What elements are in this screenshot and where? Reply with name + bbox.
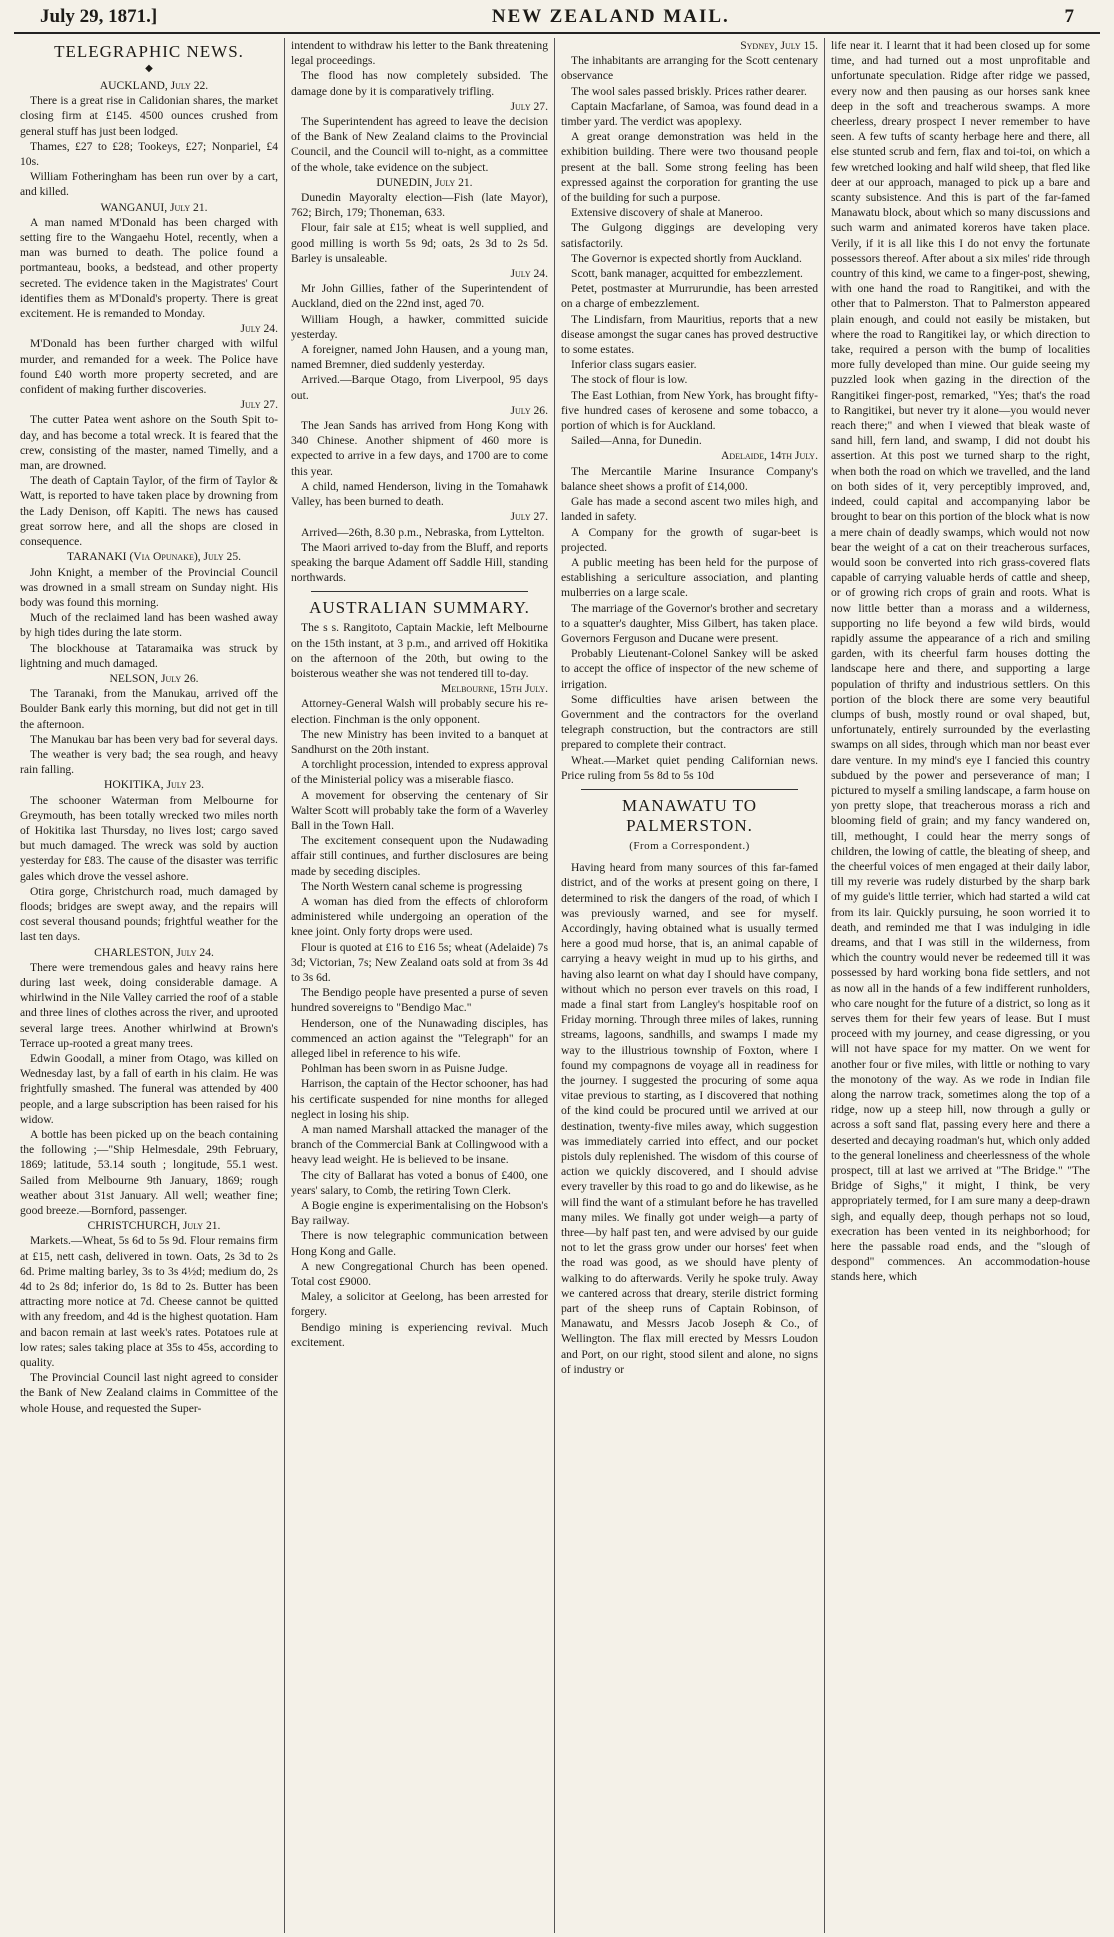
column-1	[14, 38, 284, 1933]
article-paragraph: The Superintendent has agreed to leave the decision of the Bank of New Zealand claims to the Provincial Council, and the Council will to-night, as a committee of the whole, take evidence on the subject.	[291, 115, 548, 174]
article-paragraph: Wheat.—Market quiet pending Californian news. Price ruling from 5s 8d to 5s 10d	[561, 753, 818, 782]
dateline: WANGANUI, July 21.	[100, 200, 208, 214]
article-paragraph: Attorney-General Walsh will probably secure his re-election. Finchman is the only opponent.	[291, 697, 548, 726]
article-paragraph: A torchlight procession, intended to express approval of the Ministerial policy was a miserable fiasco.	[291, 758, 548, 787]
article-paragraph: The Lindisfarn, from Mauritius, reports that a new disease amongst the sugar canes has proved destructive to some estates.	[561, 312, 818, 357]
article-paragraph: A Bogie engine is experimentalising on the Hobson's Bay railway.	[291, 1199, 548, 1228]
article-paragraph: A woman has died from the effects of chloroform administered while undergoing an operation of the knee joint. Only forty drops were used.	[291, 894, 548, 939]
article-paragraph: A public meeting has been held for the purpose of establishing a sericulture association, and planting mulberries on a large scale.	[561, 555, 818, 600]
column-2	[284, 38, 554, 1933]
article-paragraph: The cutter Patea went ashore on the South Spit to-day, and has become a total wreck. It is feared that the crew, consisting of the master, named Timelly, and a man, are drowned.	[20, 413, 278, 473]
article-paragraph: A Company for the growth of sugar-beet is projected.	[561, 525, 818, 554]
article-paragraph: John Knight, a member of the Provincial Council was drowned in a small stream on Sunday night. His body was found this morning.	[20, 565, 278, 609]
article-paragraph: The excitement consequent upon the Nudawading affair still continues, and further disclosures are being made by seceding disciples.	[291, 834, 548, 878]
article-paragraph: The death of Captain Taylor, of the firm of Taylor & Watt, is reported to have taken place by drowning from the Lady Denison, off Kapiti. The news has caused great sorrow here, and all the shops are closed in consequence.	[20, 474, 278, 549]
article-paragraph: Extensive discovery of shale at Maneroo.	[571, 206, 763, 220]
dateline: HOKITIKA, July 23.	[103, 778, 204, 792]
article-paragraph: The flood has now completely subsided. The damage done by it is comparatively trifling.	[291, 69, 548, 98]
article-paragraph: William Fotheringham has been run over by a cart, and killed.	[20, 170, 278, 199]
dateline: July 24.	[240, 322, 278, 336]
page-number: 7	[1064, 6, 1074, 27]
dateline: NELSON, July 26.	[109, 671, 199, 685]
section-rule	[581, 789, 798, 790]
article-paragraph: A man named M'Donald has been charged with setting fire to the Wangaehu Hotel, recently, when a man was burned to death. The police found a portmanteau, books, a bedstead, and other property secreted. The evidence taken in the Magistrates' Court identifies them as M'Donald's property. There is great excitement. He is remanded to Monday.	[20, 215, 278, 321]
dateline: July 27.	[240, 398, 278, 412]
article-paragraph: A new Congregational Church has been opened. Total cost £9000.	[291, 1259, 548, 1289]
article-paragraph: A great orange demonstration was held in the exhibition building. There were two thousand people present at the ball. Some strong feeling has been expressed against the corporation for granting the use of the building for such a purpose.	[561, 130, 818, 205]
article-paragraph: Henderson, one of the Nunawading disciples, has commenced an action against the "Telegraph" for an alleged libel in reference to his wife.	[291, 1016, 548, 1060]
article-paragraph: William Hough, a hawker, committed suicide yesterday.	[291, 312, 548, 341]
article-paragraph: There is a great rise in Calidonian shares, the market closing firm at £145. 4500 ounces crushed from general stuff has just been lodged.	[20, 94, 278, 138]
columns	[14, 38, 1100, 1933]
dateline: July 26.	[510, 403, 548, 417]
article-paragraph: The new Ministry has been invited to a banquet at Sandhurst on the 20th instant.	[291, 727, 548, 756]
section-title: MANAWATU TO PALMERSTON.	[621, 795, 758, 835]
article-paragraph: Captain Macfarlane, of Samoa, was found dead in a timber yard. The verdict was apoplexy.	[561, 99, 818, 129]
article-paragraph: The s s. Rangitoto, Captain Mackie, left Melbourne on the 15th instant, at 3 p.m., and arrived off Hokitika on the afternoon of the 20th, but owing to the boisterous weather she was not tendered till to-day.	[291, 621, 548, 680]
article-paragraph: The blockhouse at Tataramaika was struck by lightning and much damaged.	[20, 641, 278, 670]
article-paragraph: The weather is very bad; the sea rough, and heavy rain falling.	[20, 747, 278, 777]
dateline: July 24.	[510, 267, 548, 281]
article-paragraph: The Mercantile Marine Insurance Company's balance sheet shows a profit of £14,000.	[561, 464, 818, 493]
article-paragraph: Some difficulties have arisen between the Government and the contractors for the overland telegraph construction, but the contractors are still prepared to complete their contract.	[561, 692, 818, 752]
article-paragraph: The wool sales passed briskly. Prices rather dearer.	[571, 84, 807, 98]
article-paragraph: Thames, £27 to £28; Tookeys, £27; Nonpariel, £4 10s.	[20, 139, 278, 169]
dateline: CHRISTCHURCH, July 21.	[87, 1219, 221, 1233]
article-paragraph: There were tremendous gales and heavy rains here during last week, doing considerable damage. A whirlwind in the Nile Valley carried the roof of a stable and three lines of clothes across the river, and uprooted several large trees. Another whirlwind at Brown's Terrace up-rooted a great many trees.	[20, 960, 278, 1050]
section-rule	[311, 591, 528, 592]
article-paragraph: A movement for observing the centenary of Sir Walter Scott will probably take the form of a Waverley Ball in the Town Hall.	[291, 788, 548, 832]
article-paragraph: Pohlman has been sworn in as Puisne Judge.	[301, 1062, 508, 1076]
article-paragraph: The stock of flour is low.	[571, 373, 688, 387]
article-paragraph: Harrison, the captain of the Hector schooner, has had his certificate suspended for nine months for alleged neglect in losing his ship.	[291, 1077, 548, 1121]
article-paragraph: Petet, postmaster at Murrurundie, has been arrested on a charge of embezzlement.	[561, 282, 818, 311]
article-paragraph: The city of Ballarat has voted a bonus of £400, one years' salary, to Comb, the retiring Town Clerk.	[291, 1168, 548, 1197]
article-paragraph: The Maori arrived to-day from the Bluff, and reports speaking the barque Adament off Saddle Hill, standing northwards.	[291, 540, 548, 585]
article-paragraph: The Manukau bar has been very bad for several days.	[30, 732, 278, 746]
section-title: AUSTRALIAN SUMMARY.	[309, 598, 530, 618]
article-paragraph: The North Western canal scheme is progressing	[301, 879, 522, 893]
dateline: DUNEDIN, July 21.	[376, 175, 473, 189]
section-title-telegraphic-news: TELEGRAPHIC NEWS.	[54, 42, 244, 61]
article-paragraph: Arrived—26th, 8.30 p.m., Nebraska, from Lyttelton.	[301, 525, 545, 539]
article-paragraph: Edwin Goodall, a miner from Otago, was killed on Wednesday last, by a fall of earth in his claim. He was frightfully smashed. The funeral was attended by 400 people, and a large subscription has been raised for his widow.	[20, 1052, 278, 1126]
article-paragraph: The Provincial Council last night agreed to consider the Bank of New Zealand claims in Committee of the whole House, and requested the Super-	[20, 1371, 278, 1415]
article-paragraph: The Gulgong diggings are developing very satisfactorily.	[561, 221, 818, 250]
article-paragraph: The East Lothian, from New York, has brought fifty-five hundred cases of kerosene and some tobacco, a portion of which is for Auckland.	[561, 388, 818, 433]
dateline: July 27.	[510, 510, 548, 524]
dateline: CHARLESTON, July 24.	[94, 945, 214, 959]
article-paragraph: M'Donald has been further charged with wilful murder, and remanded for a week. The Police have found £40 worth more property secreted, and are confident of making further discoveries.	[20, 337, 278, 397]
ornament-divider: ◆	[145, 63, 153, 74]
article-paragraph: Otira gorge, Christchurch road, much damaged by floods; bridges are swept away, and the repairs will cost several thousand pounds; frightful weather for the last ten days.	[20, 884, 278, 944]
article-paragraph: Having heard from many sources of this far-famed district, and of the works at present going on there, I determined to risk the dangers of the road, of which I was previously warned, and see for myself. Accordingly, having obtained what is usually termed here a good mud horse, that is, an animal capable of carrying a heavy weight in mud up to his girths, and having also learnt on what day I should have company, without which no person ever travels on this road, I made a final start from Langley's hospitable roof on Friday morning. Through three miles of lakes, running streams, lagoons, sandhills, and swamps I made my way to the illustrious township of Foxton, where I found my compagnons de voyage all in readiness for the journey. I suggested the procuring of some aqua vitae previous to starting, as I discovered that nothing of the kind could be procured until we arrived at our destination, twenty-five miles away, which suggestion was immediately carried into effect, and our pocket pistols duly replenished. The wisdom of this course of action we quickly discovered, and I should advise every traveller by this road to go and do likewise, as he will find the want of a stimulant before he has travelled many miles. We finally got under weigh—a party of three—by half past ten, and were advised by our guide not to let the grass grow under our horses' feet when the road was good, as we should have plenty of walking to do afterwards. Verily he spoke truly. Away we cantered across that dreary, sterile district forming part of the sheep runs of Captain Robinson, of Manawatu, and Messrs Jacob Joseph & Co., of Wellington. The flax mill erected by Messrs Loudon and Port, on our right, stood silent and alone, no signs of industry or	[561, 861, 818, 1376]
column-4	[824, 38, 1096, 1933]
article-paragraph: Gale has made a second ascent two miles high, and landed in safety.	[561, 495, 818, 524]
article-paragraph: Inferior class sugars easier.	[571, 358, 697, 372]
article-paragraph: Flour is quoted at £16 to £16 5s; wheat (Adelaide) 7s 3d; Victorian, 7s; New Zealand oats sold at from 3s 4d to 3s 6d.	[291, 940, 548, 984]
article-paragraph: The inhabitants are arranging for the Scott centenary observance	[561, 54, 818, 83]
article-paragraph: The Governor is expected shortly from Auckland.	[571, 251, 802, 265]
dateline: July 27.	[510, 99, 548, 113]
masthead	[14, 6, 1100, 34]
article-paragraph: A child, named Henderson, living in the Tomahawk Valley, has been burned to death.	[291, 479, 548, 509]
article-paragraph: Sailed—Anna, for Dunedin.	[571, 434, 702, 448]
article-paragraph: Maley, a solicitor at Geelong, has been arrested for forgery.	[291, 1290, 548, 1319]
article-paragraph: Flour, fair sale at £15; wheat is well supplied, and good milling is worth 5s 9d; oats, 2s 3d to 2s 5d. Barley is unsaleable.	[291, 221, 548, 265]
byline: (From a Correspondent.)	[629, 839, 750, 852]
dateline: Melbourne, 15th July.	[441, 682, 548, 696]
article-paragraph: Bendigo mining is experiencing revival. Much excitement.	[291, 1320, 548, 1349]
dateline: Adelaide, 14th July.	[720, 449, 818, 463]
article-paragraph: life near it. I learnt that it had been closed up for some time, and had turned out a most unprofitable and unfortunate speculation. Ridge after ridge we passed, every now and then pausing as our horses sank knee deep in the soft and treacherous swamps. A more cheerless, dreary prospect I never remember to have seen. A few tufts of scanty herbage here and there, all else stunted scrub and fern, flax and toi-toi, on which a few wretched looking and half wild sheep, that fled like deer at our approach, managed to pick up a bare and scanty subsistence. And this is part of the far-famed Manawatu block, about which so many discussions and such warm and animated koreros have taken place. Verily, if it is all like this I do not envy the fortunate possessors thereof. After about a six miles' ride through country of this kind, we came to a finger-post, shewing, with one hand the road to Rangitikei, and with the other that to Palmerston. That to Palmerston appeared plain enough, and could not easily be mistaken, but where the road to Rangitikei lay, or which direction to take, required a person with the bump of localities more fully developed than mine. Our guide seeing my puzzled look when gazing in the direction of the Rangitikei finger-post, remarked, "Yes; that's the road to Rangitikei, but never try it alone—you would never reach there;" and when I viewed that bleak waste of sand hill, fern land, and swamp, I did not doubt his assertion. At this post we turned sharp to the right, when both the road on which we travelled, and the land on both sides of it, very perceptibly improved, and, indeed, could capital and accompanying labor be brought to bear on this portion of the block what is now a mere chain of deadly swamps, which would not now bear the weight of a cat on their treacherous surfaces, would soon be converted into rich grass-covered flats capable of carrying valuable herds of cattle and sheep, or of growing rich crops of grain and roots. What is now little better than a morass and a wilderness, supporting no life beyond a few wild birds, would rapidly assume the appearance of a rich and smiling garden, with its cheerful farm houses dotting the landscape here and there, and supporting a large population of thrifty and industrious settlers. On this portion of the block there are some very beautiful clumps of bush, mostly round or oval shaped, but, unfortunately, entirely surrounded by the everlasting swamps on all sides, through which man nor beast ever dare venture. In my mind's eye I fancied this country subdued by the power and perseverance of man; I pictured to myself a smiling landscape, a farm house on yon pretty slope, that treacherous morass a rich and blooming field of grain; and my fancy wandered on, till, methought, I could hear the merry songs of children, the lowing of cattle, the bleating of sheep, and the cheerful voices of men engaged at their daily labor, till my reverie was rudely disturbed by the sharp bark of my guide's little terrier, which had started a wild cat from its lair. Quickly pursuing, he soon worried it to death, and reminded me that I was indulging in idle dreams, and that I was still in the wilderness, from which the country would never be redeemed till it was possessed by hard working bona fide settlers, and not as now all in the hands of a few indifferent runholders, who care nought for the future of a district, so long as it serves them for their few years of lease. But I must proceed with my journey, and cease digressing, or you will not have space for my matter. On we went for another four or five miles, with little or nothing to vary the monotony of the way. As we rode in Indian file along the narrow track, sometimes along the top of a ridge, now up a steep hill, now through a gully or across a soft sand flat, passing every here and there a deserted and decaying roadman's hut, which only added to the general loneliness and cheerlessness of the whole prospect, till at last we arrived at "The Bridge." "The Bridge of Sighs," it might, I think, be very appropriately termed, for I am sure many a deep-drawn sigh, and equally deep, though perhaps not so loud, execration has been vented in its neighborhood; for here the passable road ends, and the "slough of despond" commences. An accommodation-house stands here, which	[831, 39, 1091, 1284]
dateline: Sydney, July 15.	[740, 39, 818, 52]
article-paragraph: A man named Marshall attacked the manager of the branch of the Commercial Bank at Collingwood with a heavy lead weight. He is believed to be insane.	[291, 1123, 548, 1167]
article-paragraph: Mr John Gillies, father of the Superintendent of Auckland, died on the 22nd inst, aged 70.	[291, 282, 548, 311]
article-paragraph: Arrived.—Barque Otago, from Liverpool, 95 days out.	[291, 373, 548, 402]
article-paragraph: intendent to withdraw his letter to the Bank threatening legal proceedings.	[291, 39, 548, 68]
article-paragraph: A bottle has been picked up on the beach containing the following ;—"Ship Helmesdale, 29th February, 1869; latitude, 53.14 south ; longitude, 55.1 west. Sailed from Melbourne 9th January, 1869; rough weather about 31st January. All well; weather fine; good breeze.—Bornford, passenger.	[20, 1128, 278, 1218]
article-paragraph: There is now telegraphic communication between Hong Kong and Galle.	[291, 1229, 548, 1258]
article-paragraph: The Bendigo people have presented a purse of seven hundred sovereigns to "Bendigo Mac."	[291, 986, 548, 1015]
article-paragraph: Scott, bank manager, acquitted for embezzlement.	[571, 267, 803, 281]
article-paragraph: Much of the reclaimed land has been washed away by high tides during the late storm.	[20, 611, 278, 640]
newspaper-title: NEW ZEALAND MAIL.	[491, 6, 730, 27]
dateline: AUCKLAND, July 22.	[99, 79, 209, 92]
article-paragraph: A foreigner, named John Hausen, and a young man, named Bremner, died suddenly yesterday.	[291, 343, 548, 372]
issue-date: July 29, 1871.]	[40, 6, 158, 27]
article-paragraph: The Jean Sands has arrived from Hong Kong with 340 Chinese. Another shipment of 460 more is expected to arrive in a few days, and 1700 are to come this year.	[291, 419, 548, 478]
article-paragraph: Markets.—Wheat, 5s 6d to 5s 9d. Flour remains firm at £15, nett cash, delivered in town. Oats, 2s 3d to 2s 6d. Prime malting barley, 3s to 3s 4½d; medium do, 2s 4d to 2s 8d; inferior do, 1s 8d to 2s. Butter has been attracting more notice at 7d. Cheese cannot be quitted with any freedom, and 4d is the highest quotation. Ham and bacon remain at last week's rates. Potatoes rule at low rates; sales taking place at 35s to 45s, according to quality.	[20, 1234, 278, 1370]
article-paragraph: Dunedin Mayoralty election—Fish (late Mayor), 762; Birch, 179; Thoneman, 633.	[291, 191, 548, 220]
article-paragraph: Probably Lieutenant-Colonel Sankey will be asked to accept the office of inspector of the new scheme of irrigation.	[561, 647, 818, 691]
article-paragraph: The marriage of the Governor's brother and secretary to a squatter's daughter, Miss Gilbert, has taken place. Governors Ferguson and Ducane were present.	[561, 601, 818, 645]
dateline: TARANAKI (Via Opunake), July 25.	[66, 550, 242, 564]
column-3	[554, 38, 824, 1933]
article-paragraph: The schooner Waterman from Melbourne for Greymouth, has been totally wrecked two miles north of Hokitika last Thursday, no lives lost; cargo saved but much damaged. The wreck was sold by auction yesterday for £83. The cause of the disaster was terrific gales which drove the vessel ashore.	[20, 793, 278, 883]
article-paragraph: The Taranaki, from the Manukau, arrived off the Boulder Bank early this morning, but did not get in till the afternoon.	[20, 687, 278, 731]
